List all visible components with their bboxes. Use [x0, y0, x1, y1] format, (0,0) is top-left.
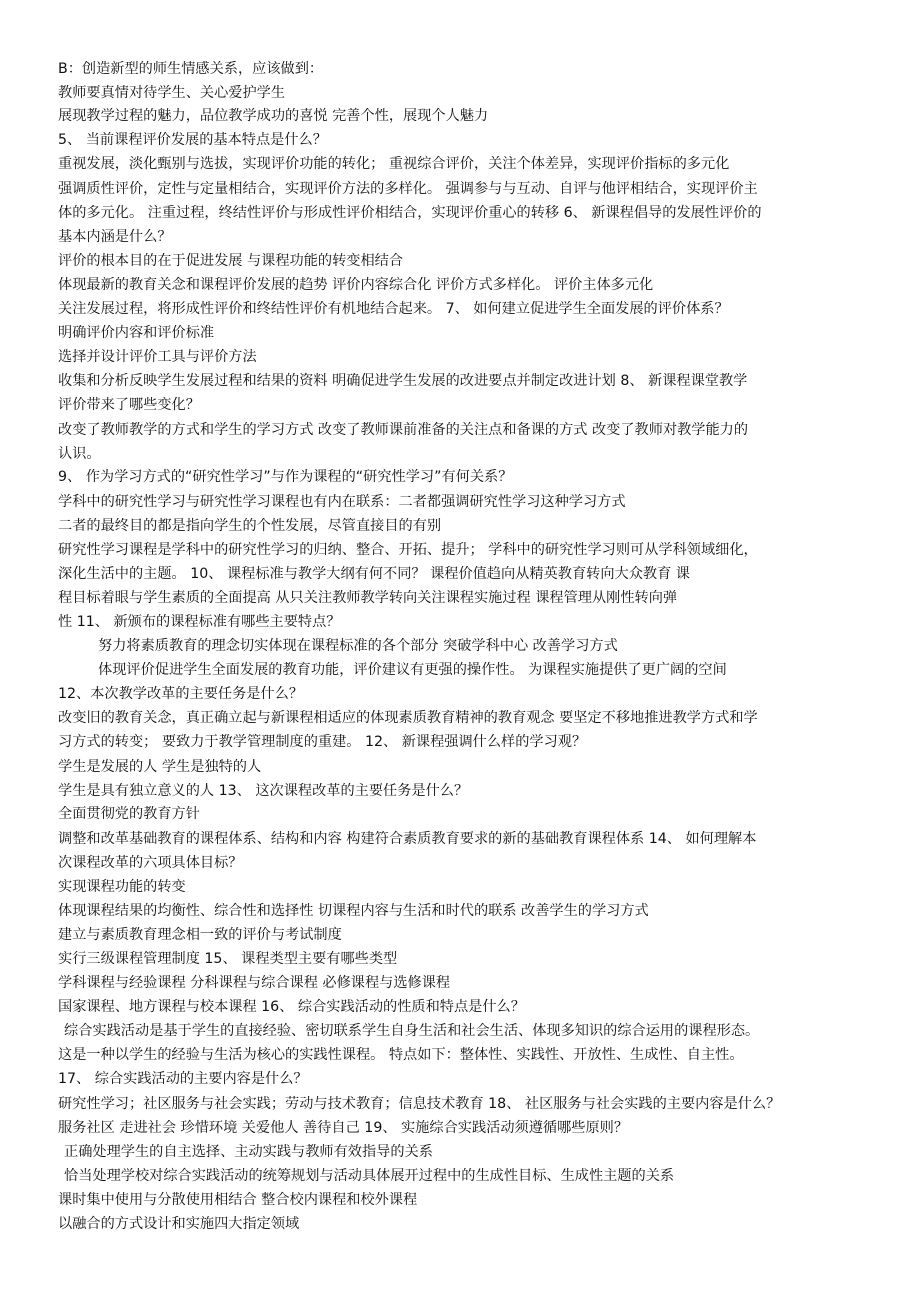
text-line: 习方式的转变； 要致力于教学管理制度的重建。 12、 新课程强调什么样的学习观？: [58, 734, 587, 750]
text-line: 程目标着眼与学生素质的全面提高 从只关注教师教学转向关注课程实施过程 课程管理从刚性转向弹: [58, 590, 678, 606]
text-line: 改变了教师教学的方式和学生的学习方式 改变了教师课前准备的关注点和备课的方式 改变了教师对教学能力的: [58, 422, 749, 438]
text-line: 次课程改革的六项具体目标？: [58, 855, 243, 871]
text-line: 二者的最终目的都是指向学生的个性发展，尽管直接目的有别: [58, 518, 442, 534]
text-line: 体现评价促进学生全面发展的教育功能，评价建议有更强的操作性。 为课程实施提供了更广阔的空间: [98, 662, 727, 678]
text-line: 收集和分析反映学生发展过程和结果的资料 明确促进学生发展的改进要点并制定改进计划 8、 新课程课堂教学: [58, 373, 748, 389]
text-line: 12、本次教学改革的主要任务是什么？: [58, 686, 304, 702]
text-line: 实行三级课程管理制度 15、 课程类型主要有哪些类型: [58, 951, 398, 967]
text-line: 学科中的研究性学习与研究性学习课程也有内在联系：二者都强调研究性学习这种学习方式: [58, 494, 626, 510]
text-line: 学生是发展的人 学生是独特的人: [58, 759, 262, 775]
text-line: 性 11、 新颁布的课程标准有哪些主要特点？: [58, 614, 341, 630]
text-line: 体现课程结果的均衡性、综合性和选择性 切课程内容与生活和时代的联系 改善学生的学习方式: [58, 903, 649, 919]
text-line: 体的多元化。 注重过程，终结性评价与形成性评价相结合，实现评价重心的转移 6、 新课程倡导的发展性评价的: [58, 205, 762, 221]
text-line: 关注发展过程，将形成性评价和终结性评价有机地结合起来。 7、 如何建立促进学生全面发展的评价体系？: [58, 301, 729, 317]
text-line: 9、 作为学习方式的“研究性学习”与作为课程的“研究性学习”有何关系？: [58, 469, 513, 485]
text-line: 评价的根本目的在于促进发展 与课程功能的转变相结合: [58, 253, 404, 269]
text-line: 17、 综合实践活动的主要内容是什么？: [58, 1071, 308, 1087]
text-line: B：创造新型的师生情感关系，应该做到：: [58, 61, 324, 77]
text-line: 努力将素质教育的理念切实体现在课程标准的各个部分 突破学科中心 改善学习方式: [98, 638, 618, 654]
text-line: 建立与素质教育理念相一致的评价与考试制度: [58, 927, 342, 943]
text-line: 选择并设计评价工具与评价方法: [58, 349, 257, 365]
text-line: 强调质性评价，定性与定量相结合，实现评价方法的多样化。 强调参与与互动、自评与他评相结合，实现评价主: [58, 181, 758, 197]
text-line: 深化生活中的主题。 10、 课程标准与教学大纲有何不同？ 课程价值趋向从精英教育转向大众教育 课: [58, 566, 690, 582]
text-line: 以融合的方式设计和实施四大指定领域: [58, 1216, 300, 1232]
text-line: 服务社区 走进社会 珍惜环境 关爱他人 善待自己 19、 实施综合实践活动须遵循哪些原则？: [58, 1120, 629, 1136]
text-line: 正确处理学生的自主选择、主动实践与教师有效指导的关系: [64, 1144, 433, 1160]
text-line: 体现最新的教育关念和课程评价发展的趋势 评价内容综合化 评价方式多样化。 评价主体多元化: [58, 277, 654, 293]
text-line: 学生是具有独立意义的人 13、 这次课程改革的主要任务是什么？: [58, 783, 469, 799]
text-line: 恰当处理学校对综合实践活动的统筹规划与活动具体展开过程中的生成性目标、生成性主题的关系: [64, 1168, 675, 1184]
text-line: 明确评价内容和评价标准: [58, 325, 215, 341]
text-line: 认识。: [58, 446, 101, 462]
text-line: 评价带来了哪些变化？: [58, 397, 200, 413]
text-line: 基本内涵是什么？: [58, 229, 172, 245]
text-line: 展现教学过程的魅力，品位教学成功的喜悦 完善个性，展现个人魅力: [58, 108, 489, 124]
text-line: 国家课程、地方课程与校本课程 16、 综合实践活动的性质和特点是什么？: [58, 999, 525, 1015]
text-line: 全面贯彻党的教育方针: [58, 806, 200, 822]
text-line: 研究性学习；社区服务与社会实践；劳动与技术教育；信息技术教育 18、 社区服务与社会实践的主要内容是什么？: [58, 1096, 781, 1112]
text-line: 5、 当前课程评价发展的基本特点是什么？: [58, 132, 327, 148]
text-line: 教师要真情对待学生、关心爱护学生: [58, 85, 286, 101]
text-line: 实现课程功能的转变: [58, 879, 186, 895]
text-line: 重视发展，淡化甄别与选拔，实现评价功能的转化； 重视综合评价，关注个体差异，实现评价指标的多元化: [58, 156, 730, 172]
text-line: 这是一种以学生的经验与生活为核心的实践性课程。 特点如下：整体性、实践性、开放性、生成性、自主性。: [58, 1047, 744, 1063]
text-line: 改变旧的教育关念，真正确立起与新课程相适应的体现素质教育精神的教育观念 要坚定不移地推进教学方式和学: [58, 710, 758, 726]
text-line: 综合实践活动是基于学生的直接经验、密切联系学生自身生活和社会生活、体现多知识的综合运用的课程形态。: [64, 1023, 760, 1039]
text-line: 研究性学习课程是学科中的研究性学习的归纳、整合、开拓、提升； 学科中的研究性学习则可从学科领域细化，: [58, 542, 758, 558]
text-line: 课时集中使用与分散使用相结合 整合校内课程和校外课程: [58, 1192, 418, 1208]
text-line: 调整和改革基础教育的课程体系、结构和内容 构建符合素质教育要求的新的基础教育课程体系 14、 如何理解本: [58, 831, 757, 847]
text-line: 学科课程与经验课程 分科课程与综合课程 必修课程与选修课程: [58, 975, 451, 991]
